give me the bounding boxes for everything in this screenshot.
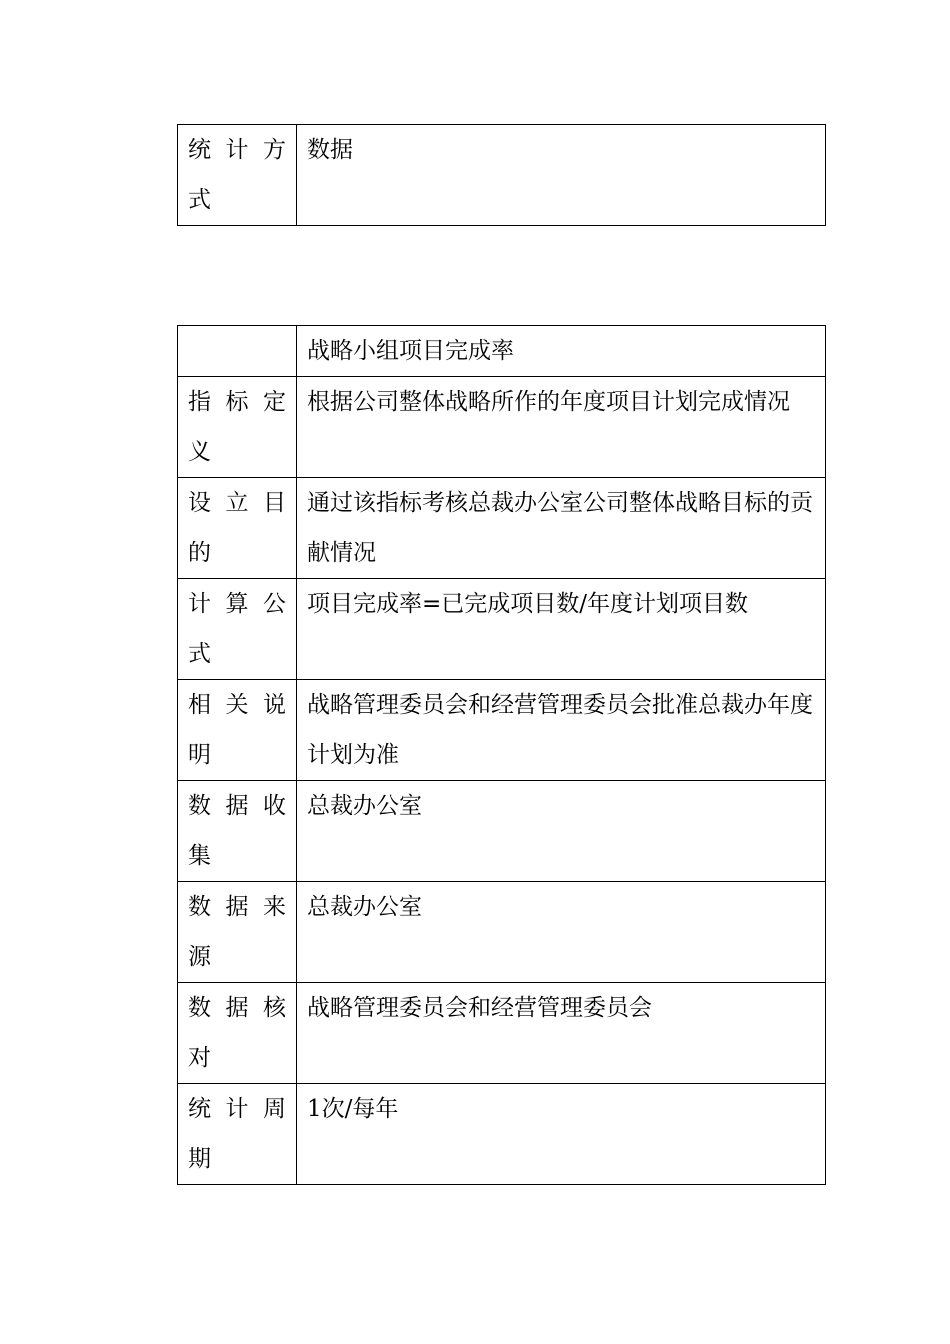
label-char: 定 xyxy=(263,389,286,415)
statistics-method-table xyxy=(177,124,826,226)
label-char: 式 xyxy=(188,641,211,667)
label-char: 统 xyxy=(188,137,211,163)
row-value: 总裁办公室 xyxy=(297,781,826,882)
label-char: 周 xyxy=(263,1096,286,1122)
row-label xyxy=(178,781,297,882)
row-label xyxy=(178,983,297,1084)
label-char: 计 xyxy=(188,591,211,617)
label-char: 指 xyxy=(188,389,211,415)
table-row xyxy=(178,1084,826,1185)
label-char: 立 xyxy=(225,490,249,516)
kpi-title: 战略小组项目完成率 xyxy=(297,326,826,377)
label-char: 计 xyxy=(225,137,249,163)
label-char: 数 xyxy=(188,995,211,1021)
row-label xyxy=(178,478,297,579)
row-label xyxy=(178,882,297,983)
label-char: 标 xyxy=(225,389,249,415)
label-char: 集 xyxy=(188,843,211,869)
label-char: 对 xyxy=(188,1045,211,1071)
label-char: 义 xyxy=(188,439,211,465)
label-char: 源 xyxy=(188,944,211,970)
row-value: 项目完成率=已完成项目数/年度计划项目数 xyxy=(297,579,826,680)
label-char: 明 xyxy=(188,742,211,768)
label-char: 目 xyxy=(263,490,286,516)
label-char: 据 xyxy=(225,793,249,819)
row-value: 战略管理委员会和经营管理委员会 xyxy=(297,983,826,1084)
row-value: 1次/每年 xyxy=(297,1084,826,1185)
label-char: 说 xyxy=(263,692,286,718)
label-char: 计 xyxy=(225,1096,249,1122)
title-row xyxy=(178,326,826,377)
label-char: 式 xyxy=(188,187,211,213)
label-char: 关 xyxy=(225,692,249,718)
row-value: 数据 xyxy=(297,125,826,226)
label-char: 设 xyxy=(188,490,211,516)
label-char: 据 xyxy=(225,894,249,920)
label-char: 公 xyxy=(263,591,286,617)
label-char: 数 xyxy=(188,894,211,920)
label-char: 方 xyxy=(263,137,286,163)
label-char: 收 xyxy=(263,793,286,819)
table-row xyxy=(178,882,826,983)
title-row-label xyxy=(178,326,297,377)
table-row xyxy=(178,983,826,1084)
table-row xyxy=(178,781,826,882)
row-label xyxy=(178,579,297,680)
row-value: 总裁办公室 xyxy=(297,882,826,983)
label-char: 核 xyxy=(263,995,286,1021)
row-value: 根据公司整体战略所作的年度项目计划完成情况 xyxy=(297,377,826,478)
row-label xyxy=(178,680,297,781)
row-value: 通过该指标考核总裁办公室公司整体战略目标的贡献情况 xyxy=(297,478,826,579)
table-row xyxy=(178,680,826,781)
table-row xyxy=(178,478,826,579)
row-value: 战略管理委员会和经营管理委员会批准总裁办年度计划为准 xyxy=(297,680,826,781)
label-char: 期 xyxy=(188,1146,211,1172)
row-label xyxy=(178,125,297,226)
label-char: 的 xyxy=(188,540,211,566)
label-char: 数 xyxy=(188,793,211,819)
row-label xyxy=(178,377,297,478)
table-row xyxy=(178,579,826,680)
label-char: 统 xyxy=(188,1096,211,1122)
row-label xyxy=(178,1084,297,1185)
table-row xyxy=(178,377,826,478)
label-char: 据 xyxy=(225,995,249,1021)
kpi-definition-table xyxy=(177,325,826,1185)
label-char: 相 xyxy=(188,692,211,718)
label-char: 来 xyxy=(263,894,286,920)
label-char: 算 xyxy=(225,591,249,617)
table-row xyxy=(178,125,826,226)
